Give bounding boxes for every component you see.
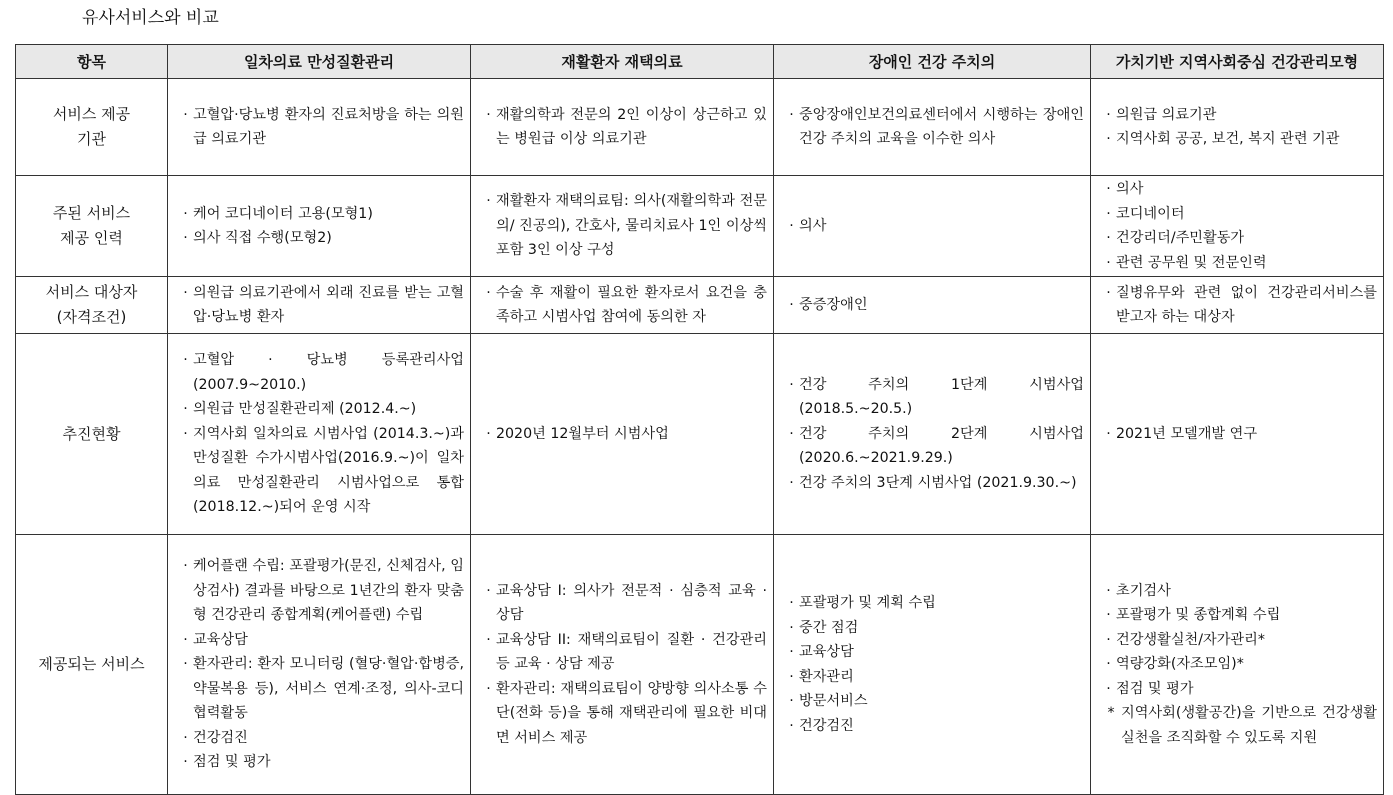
- cell-rehab-home-care: [471, 277, 774, 334]
- bullet-item: · 2020년 12월부터 시범사업: [481, 422, 767, 447]
- cell-value-based-model: [1091, 535, 1384, 795]
- bullet-item: · 지역사회 일차의료 시범사업 (2014.3.~)과 만성질환 수가시범사업(2016.9.~)이 일차의료 만성질환관리 시범사업으로 통합(2018.12.~)되어 운영 시작: [178, 422, 464, 520]
- bullet-item: · 코디네이터: [1101, 202, 1377, 227]
- bullet-list: [784, 591, 1084, 738]
- table-row: [16, 79, 1384, 176]
- page-title: 유사서비스와 비교: [82, 8, 219, 28]
- table-row: [16, 334, 1384, 535]
- bullet-list: [481, 422, 767, 447]
- bullet-item: · 역량강화(자조모임)*: [1101, 652, 1377, 677]
- bullet-list: [784, 103, 1084, 152]
- bullet-item: · 의원급 만성질환관리제 (2012.4.~): [178, 397, 464, 422]
- cell-primary-care: [168, 176, 471, 277]
- row-label-line: 기관: [77, 130, 106, 148]
- header-primary-care: 일차의료 만성질환관리: [168, 45, 471, 79]
- bullet-list: [1101, 103, 1377, 152]
- row-label-line: 서비스 대상자: [45, 283, 138, 301]
- cell-primary-care: [168, 79, 471, 176]
- table-row: [16, 176, 1384, 277]
- bullet-item: · 케어플랜 수립: 포괄평가(문진, 신체검사, 임상검사) 결과를 바탕으로 1년간의 환자 맞춤형 건강관리 종합계획(케어플랜) 수립: [178, 554, 464, 628]
- cell-primary-care: [168, 535, 471, 795]
- cell-disability-doctor: [774, 277, 1091, 334]
- cell-disability-doctor: [774, 535, 1091, 795]
- cell-value-based-model: [1091, 277, 1384, 334]
- bullet-item: · 건강 주치의 1단계 시범사업 (2018.5.~20.5.): [784, 373, 1084, 422]
- bullet-item: · 환자관리: 재택의료팀이 양방향 의사소통 수단(전화 등)을 통해 재택관리에 필요한 비대면 서비스 제공: [481, 677, 767, 751]
- bullet-list: [178, 103, 464, 152]
- bullet-list: [481, 281, 767, 330]
- header-rehab-home-care: 재활환자 재택의료: [471, 45, 774, 79]
- header-disability-doctor: 장애인 건강 주치의: [774, 45, 1091, 79]
- bullet-item: · 교육상담 II: 재택의료팀이 질환 · 건강관리 등 교육 · 상담 제공: [481, 628, 767, 677]
- bullet-item: · 환자관리: 환자 모니터링 (혈당·혈압·합병증, 약물복용 등), 서비스 연계·조정, 의사-코디 협력활동: [178, 652, 464, 726]
- comparison-table: [15, 44, 1384, 795]
- cell-value-based-model: [1091, 334, 1384, 535]
- bullet-item: · 질병유무와 관련 없이 건강관리서비스를 받고자 하는 대상자: [1101, 281, 1377, 330]
- cell-primary-care: [168, 277, 471, 334]
- bullet-item: · 중앙장애인보건의료센터에서 시행하는 장애인 건강 주치의 교육을 이수한 의사: [784, 103, 1084, 152]
- cell-rehab-home-care: [471, 334, 774, 535]
- cell-value-based-model: [1091, 176, 1384, 277]
- row-label: [16, 334, 168, 535]
- row-label-line: 주된 서비스: [52, 204, 131, 222]
- bullet-item: · 지역사회 공공, 보건, 복지 관련 기관: [1101, 127, 1377, 152]
- bullet-item: · 포괄평가 및 계획 수립: [784, 591, 1084, 616]
- row-label: [16, 277, 168, 334]
- bullet-item: · 관련 공무원 및 전문인력: [1101, 251, 1377, 276]
- bullet-item: · 방문서비스: [784, 689, 1084, 714]
- cell-value-based-model: [1091, 79, 1384, 176]
- table-body: [16, 79, 1384, 795]
- bullet-item: · 교육상담 I: 의사가 전문적 · 심층적 교육 · 상담: [481, 579, 767, 628]
- bullet-list: [178, 202, 464, 251]
- bullet-list: [481, 579, 767, 751]
- header-category: 항목: [16, 45, 168, 79]
- bullet-item: · 의사: [784, 214, 1084, 239]
- bullet-item: · 의사: [1101, 177, 1377, 202]
- bullet-list: [481, 103, 767, 152]
- bullet-item: · 중증장애인: [784, 293, 1084, 318]
- bullet-item: · 초기검사: [1101, 579, 1377, 604]
- bullet-item: · 점검 및 평가: [1101, 677, 1377, 702]
- bullet-list: [1101, 579, 1377, 751]
- bullet-list: [1101, 281, 1377, 330]
- bullet-item: · 고혈압 · 당뇨병 등록관리사업 (2007.9~2010.): [178, 348, 464, 397]
- bullet-item: · 중간 점검: [784, 616, 1084, 641]
- bullet-list: [178, 281, 464, 330]
- bullet-list: [784, 373, 1084, 496]
- bullet-list: [481, 189, 767, 263]
- cell-rehab-home-care: [471, 535, 774, 795]
- bullet-item: · 환자관리: [784, 665, 1084, 690]
- cell-rehab-home-care: [471, 79, 774, 176]
- cell-disability-doctor: [774, 334, 1091, 535]
- bullet-item: · 2021년 모델개발 연구: [1101, 422, 1377, 447]
- row-label-line: 제공 인력: [60, 229, 123, 247]
- bullet-list: [784, 293, 1084, 318]
- bullet-item: · 의원급 의료기관: [1101, 103, 1377, 128]
- bullet-item: · 재활환자 재택의료팀: 의사(재활의학과 전문의/ 진공의), 간호사, 물리치료사 1인 이상씩 포함 3인 이상 구성: [481, 189, 767, 263]
- bullet-list: [784, 214, 1084, 239]
- bullet-item: · 건강검진: [178, 726, 464, 751]
- bullet-list: [178, 348, 464, 520]
- row-label: [16, 176, 168, 277]
- bullet-item: · 수술 후 재활이 필요한 환자로서 요건을 충족하고 시범사업 참여에 동의한 자: [481, 281, 767, 330]
- cell-disability-doctor: [774, 79, 1091, 176]
- bullet-item: · 건강리더/주민활동가: [1101, 226, 1377, 251]
- row-label-line: 서비스 제공: [52, 105, 131, 123]
- cell-rehab-home-care: [471, 176, 774, 277]
- bullet-list: [1101, 177, 1377, 275]
- bullet-item: · 고혈압·당뇨병 환자의 진료처방을 하는 의원급 의료기관: [178, 103, 464, 152]
- bullet-list: [178, 554, 464, 775]
- table-row: [16, 277, 1384, 334]
- bullet-item: · 교육상담: [178, 628, 464, 653]
- bullet-item: · 건강 주치의 2단계 시범사업 (2020.6.~2021.9.29.): [784, 422, 1084, 471]
- cell-primary-care: [168, 334, 471, 535]
- bullet-item: · 건강검진: [784, 714, 1084, 739]
- header-value-based-model: 가치기반 지역사회중심 건강관리모형: [1091, 45, 1384, 79]
- row-label: [16, 79, 168, 176]
- bullet-item: · 건강생활실천/자가관리*: [1101, 628, 1377, 653]
- bullet-item: · 교육상담: [784, 640, 1084, 665]
- bullet-item: · 의원급 의료기관에서 외래 진료를 받는 고혈압·당뇨병 환자: [178, 281, 464, 330]
- bullet-item: · 재활의학과 전문의 2인 이상이 상근하고 있는 병원급 이상 의료기관: [481, 103, 767, 152]
- bullet-item: · 건강 주치의 3단계 시범사업 (2021.9.30.~): [784, 471, 1084, 496]
- bullet-item: · 케어 코디네이터 고용(모형1): [178, 202, 464, 227]
- bullet-list: [1101, 422, 1377, 447]
- row-label: [16, 535, 168, 795]
- bullet-item: · 포괄평가 및 종합계획 수립: [1101, 603, 1377, 628]
- row-label-line: (자격조건): [56, 308, 127, 326]
- bullet-item: · 의사 직접 수행(모형2): [178, 226, 464, 251]
- row-label-line: 추진현황: [62, 424, 121, 443]
- footnote-item: * 지역사회(생활공간)을 기반으로 건강생활실천을 조직화할 수 있도록 지원: [1101, 701, 1377, 750]
- bullet-item: · 점검 및 평가: [178, 750, 464, 775]
- table-row: [16, 535, 1384, 795]
- cell-disability-doctor: [774, 176, 1091, 277]
- header-row: [16, 45, 1384, 79]
- row-label-line: 제공되는 서비스: [38, 655, 145, 673]
